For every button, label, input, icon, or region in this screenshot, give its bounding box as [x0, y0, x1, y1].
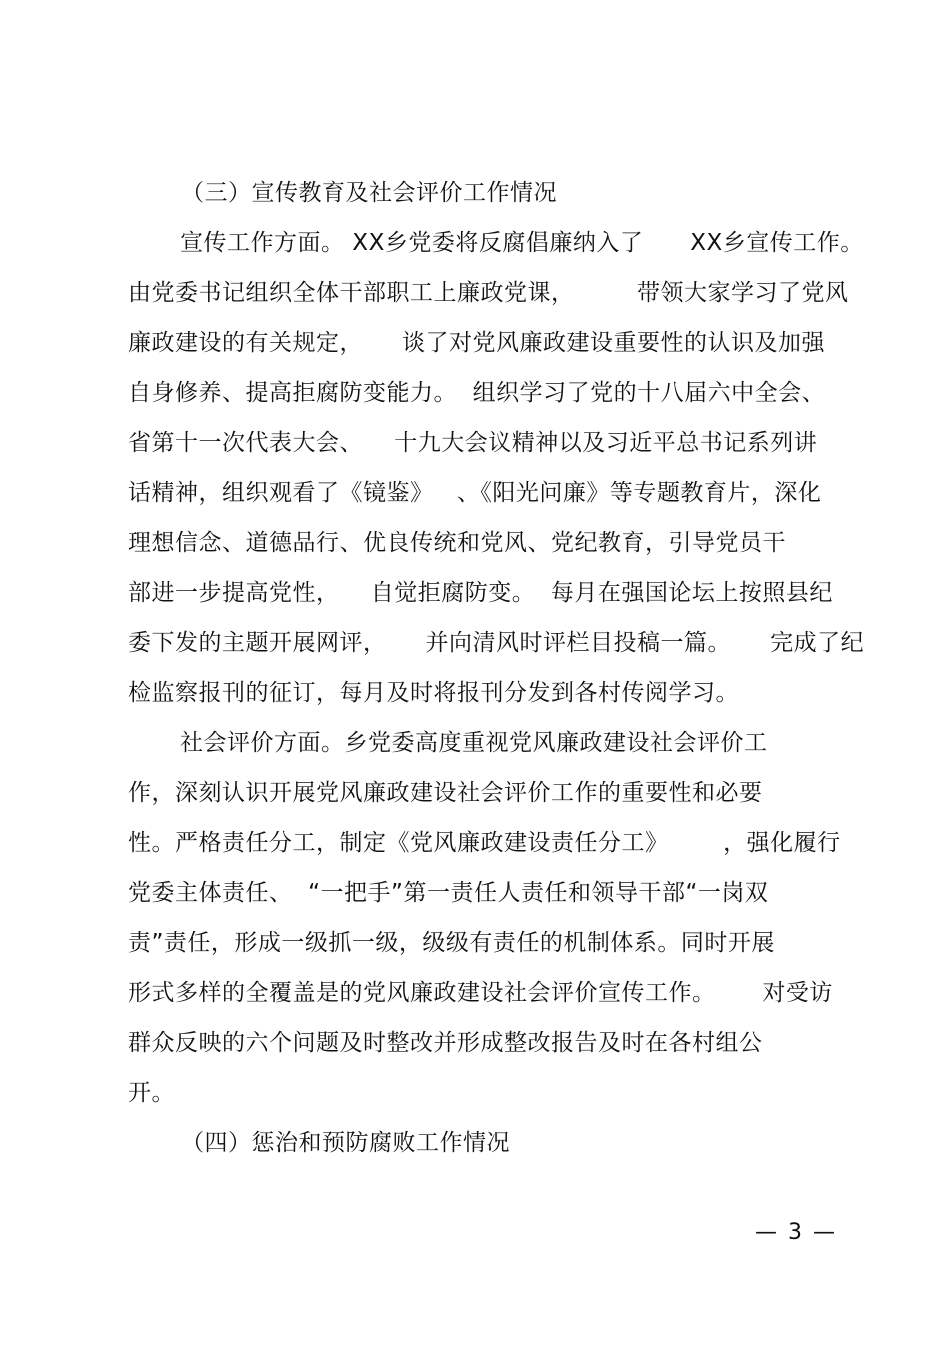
- paragraph-line: 委下发的主题开展网评， 并向清风时评栏目投稿一篇。 完成了纪: [128, 630, 865, 656]
- paragraph-line: 自身修养、提高拒腐防变能力。 组织学习了党的十八届六中全会、: [128, 380, 826, 406]
- paragraph-line: 检监察报刊的征订，每月及时将报刊分发到各村传阅学习。: [128, 680, 739, 706]
- paragraph-line: 党委主体责任、 “一把手”第一责任人责任和领导干部“一岗双: [128, 880, 769, 906]
- paragraph-line: 宣传工作方面。 XX乡党委将反腐倡廉纳入了 XX乡宣传工作。: [180, 230, 864, 256]
- section-heading-3: （三）宣传教育及社会评价工作情况: [181, 180, 557, 206]
- paragraph-line: 省第十一次代表大会、 十九大会议精神以及习近平总书记系列讲: [128, 430, 818, 456]
- paragraph-line: 性。严格责任分工，制定《党风廉政建设责任分工》 ，强化履行: [128, 830, 841, 856]
- paragraph-line: 开。: [128, 1080, 175, 1106]
- section-heading-4: （四）惩治和预防腐败工作情况: [181, 1130, 510, 1156]
- paragraph-line: 廉政建设的有关规定， 谈了对党风廉政建设重要性的认识及加强: [128, 330, 826, 356]
- paragraph-line: 由党委书记组织全体干部职工上廉政党课， 带领大家学习了党风: [128, 280, 849, 306]
- paragraph-line: 部进一步提高党性， 自觉拒腐防变。 每月在强国论坛上按照县纪: [128, 580, 833, 606]
- paragraph-line: 形式多样的全覆盖是的党风廉政建设社会评价宣传工作。 对受访: [128, 980, 833, 1006]
- paragraph-line: 责”责任，形成一级抓一级，级级有责任的机制体系。同时开展: [128, 930, 775, 956]
- paragraph-line: 群众反映的六个问题及时整改并形成整改报告及时在各村组公: [128, 1030, 763, 1056]
- paragraph-line: 社会评价方面。乡党委高度重视党风廉政建设社会评价工: [180, 730, 768, 756]
- paragraph-line: 理想信念、道德品行、优良传统和党风、党纪教育，引导党员干: [128, 530, 786, 556]
- paragraph-line: 作，深刻认识开展党风廉政建设社会评价工作的重要性和必要: [128, 780, 763, 806]
- paragraph-line: 话精神，组织观看了《镜鉴》 、《阳光问廉》等专题教育片，深化: [128, 480, 822, 506]
- page-number: — 3 —: [755, 1220, 837, 1245]
